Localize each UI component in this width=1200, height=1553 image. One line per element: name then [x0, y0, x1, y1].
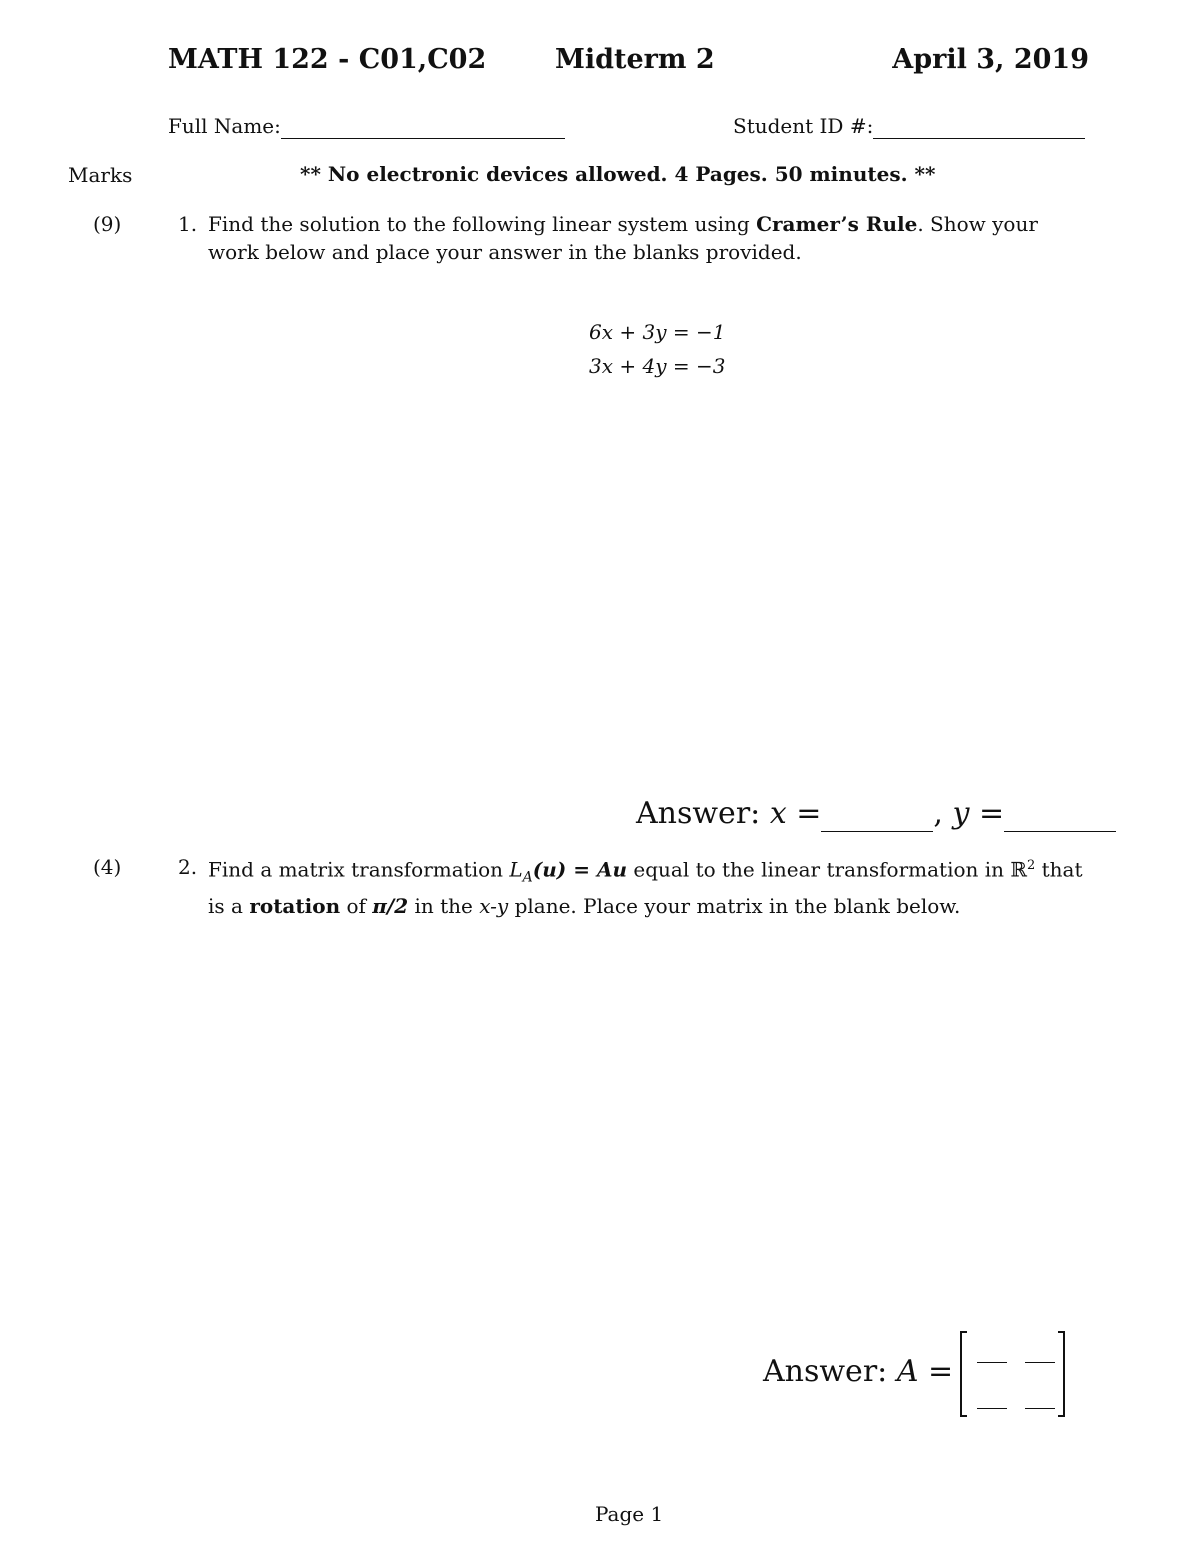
- q1-cramers-rule: Cramer’s Rule: [756, 212, 918, 236]
- q2-space: ℝ: [1010, 857, 1027, 882]
- q2-map-sub: A: [522, 869, 533, 886]
- student-id-field[interactable]: [733, 114, 1085, 139]
- q2-text-e: in the: [408, 893, 480, 918]
- instructions: ** No electronic devices allowed. 4 Pages. 50 minutes. **: [300, 162, 936, 186]
- matrix-entry-21[interactable]: [977, 1396, 1007, 1409]
- course-title: MATH 122 - C01,C02: [168, 44, 487, 75]
- q1-answer-label: Answer:: [636, 796, 761, 831]
- q2-matrix-answer: [955, 1330, 1070, 1418]
- q2-text-c: that is a: [208, 857, 1083, 918]
- q2-map-arg: (u) = Au: [532, 857, 628, 882]
- full-name-label: Full Name:: [168, 114, 281, 138]
- q2-text-b: equal to the linear transformation in: [627, 857, 1011, 882]
- marks-label: Marks: [68, 163, 133, 187]
- matrix-entry-12[interactable]: [1025, 1350, 1055, 1363]
- matrix-entry-11[interactable]: [977, 1350, 1007, 1363]
- q1-number: 1.: [178, 212, 198, 236]
- full-name-blank[interactable]: [281, 114, 565, 139]
- q1-y-eq: =: [979, 796, 1005, 831]
- q1-equation-1: 6x + 3y = −1: [589, 320, 726, 344]
- q1-x-var: x: [769, 796, 787, 831]
- q2-prompt: [208, 852, 1088, 920]
- student-id-label: Student ID #:: [733, 114, 874, 138]
- q1-comma: ,: [933, 796, 943, 831]
- q2-answer-row: [763, 1354, 953, 1389]
- exam-date: April 3, 2019: [892, 44, 1089, 75]
- q1-x-eq: =: [796, 796, 822, 831]
- q1-text-b: . Show your work below and place your answer in the blanks provided.: [208, 212, 1038, 264]
- q2-map-name: L: [509, 857, 523, 882]
- q2-answer-label: Answer:: [763, 1354, 888, 1389]
- q2-number: 2.: [178, 855, 198, 879]
- q1-y-var: y: [952, 796, 970, 831]
- exam-title: Midterm 2: [555, 44, 715, 75]
- q1-equation-2: 3x + 4y = −3: [589, 354, 726, 378]
- q1-marks: (9): [93, 212, 122, 236]
- q2-angle: π/2: [372, 893, 409, 918]
- q2-text-a: Find a matrix transformation: [208, 857, 510, 882]
- student-id-blank[interactable]: [873, 114, 1085, 139]
- q1-prompt: [208, 210, 1068, 266]
- q2-marks: (4): [93, 855, 122, 879]
- page-number: Page 1: [595, 1502, 664, 1526]
- q2-eq: =: [928, 1354, 954, 1389]
- full-name-field[interactable]: [168, 114, 565, 139]
- matrix-entry-22[interactable]: [1025, 1396, 1055, 1409]
- q2-rotation: rotation: [249, 893, 341, 918]
- q1-answer-row: [636, 796, 1116, 832]
- q1-y-blank[interactable]: [1004, 796, 1116, 832]
- q1-text-a: Find the solution to the following linear system using: [208, 212, 757, 236]
- q2-space-sup: 2: [1027, 858, 1036, 873]
- q2-matrix-var: A: [896, 1354, 919, 1389]
- q2-text-f: plane. Place your matrix in the blank below.: [508, 893, 961, 918]
- q2-text-d: of: [340, 893, 373, 918]
- q2-plane: x-y: [479, 893, 509, 918]
- q1-x-blank[interactable]: [821, 796, 933, 832]
